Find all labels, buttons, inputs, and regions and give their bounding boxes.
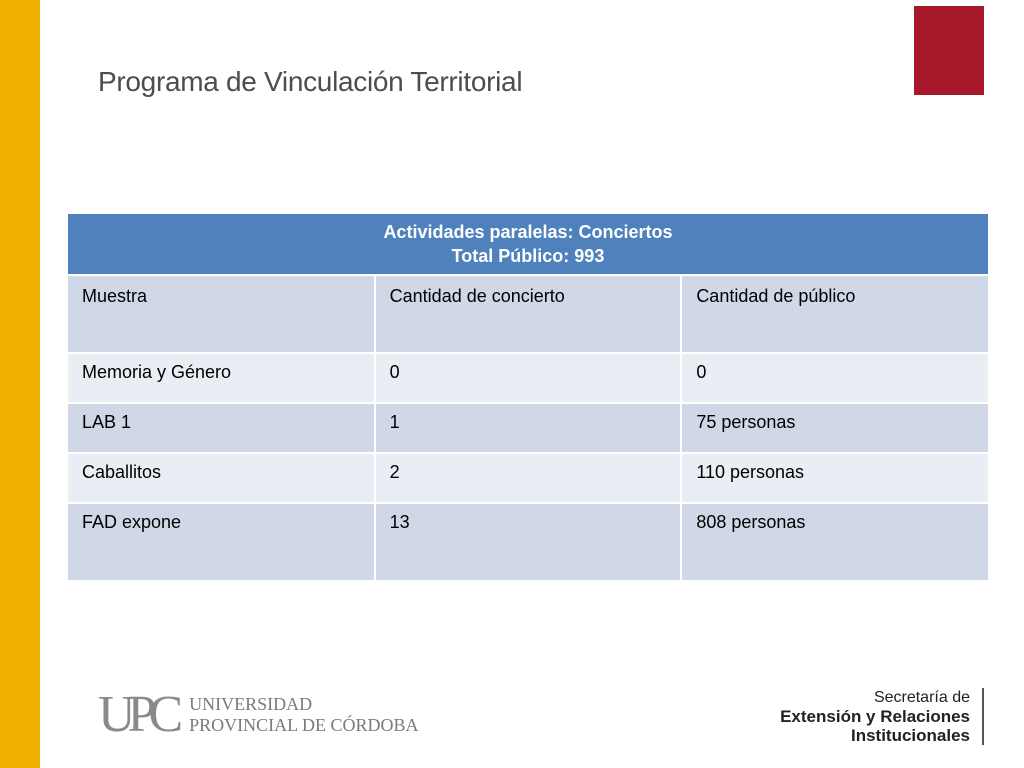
table-cell: 2 — [375, 453, 682, 503]
university-logo — [98, 688, 419, 742]
table-header-title: Actividades paralelas: Conciertos — [383, 222, 673, 242]
table-row — [68, 353, 988, 403]
table-cell: Caballitos — [68, 453, 375, 503]
table-cell: 808 personas — [681, 503, 988, 581]
table-cell: 0 — [375, 353, 682, 403]
table-cell: LAB 1 — [68, 403, 375, 453]
secretaria-line1: Secretaría de — [873, 689, 970, 706]
secretaria-line2: Extensión y Relaciones — [780, 707, 970, 726]
slide-title: Programa de Vinculación Territorial — [98, 66, 523, 97]
table-row — [68, 503, 988, 581]
upc-logo-mark: UPC — [98, 686, 176, 743]
table-row — [68, 453, 988, 503]
table-cell: 75 personas — [681, 403, 988, 453]
table-header-total: Total Público: 993 — [451, 246, 605, 266]
university-name — [189, 694, 418, 736]
corner-accent-square — [914, 6, 984, 95]
table-cell: 110 personas — [681, 453, 988, 503]
table-header-cell — [68, 214, 988, 275]
secretaria-line3: Institucionales — [850, 726, 970, 745]
column-header-row — [68, 275, 988, 353]
column-header: Cantidad de concierto — [375, 275, 682, 353]
table-cell: Memoria y Género — [68, 353, 375, 403]
table-cell: 0 — [681, 353, 988, 403]
table-cell: FAD expone — [68, 503, 375, 581]
table-cell: 1 — [375, 403, 682, 453]
secretaria-logo — [780, 688, 984, 745]
university-name-line2: PROVINCIAL DE CÓRDOBA — [189, 715, 419, 735]
column-header: Cantidad de público — [681, 275, 988, 353]
table-row — [68, 403, 988, 453]
university-name-line1: UNIVERSIDAD — [189, 694, 313, 714]
table-cell: 13 — [375, 503, 682, 581]
left-accent-bar — [0, 0, 40, 768]
table-header-row — [68, 214, 988, 275]
column-header: Muestra — [68, 275, 375, 353]
concerts-table — [68, 214, 988, 582]
